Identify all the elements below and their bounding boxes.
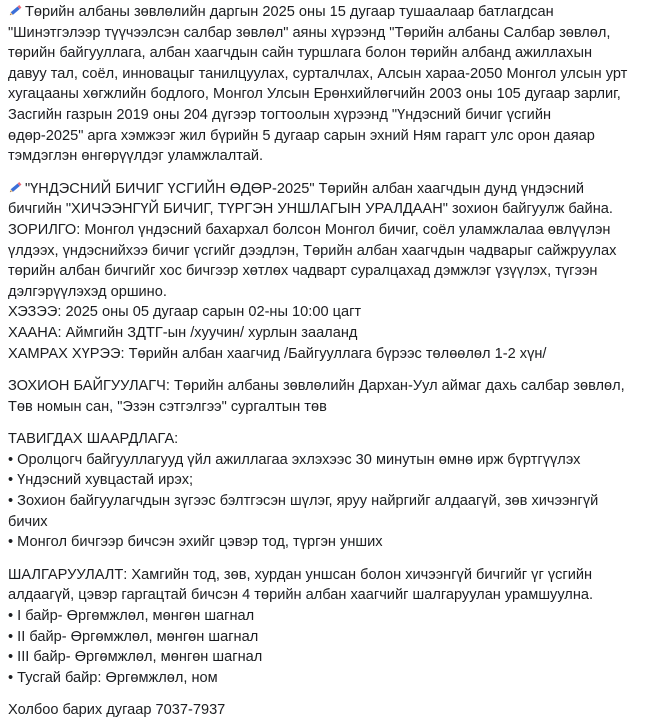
organizer-line-2: Төв номын сан, "Эзэн сэтгэлгээ" сургалтын төв bbox=[8, 398, 327, 415]
awards-line-1: ШАЛГАРУУЛАЛТ: Хамгийн тод, зөв, хурдан уншсан болон хичээнгүй бичгийг үг үсгийн bbox=[8, 566, 593, 583]
intro-line-3: төрийн байгууллага, албан хаагчдын сайн туршлага болон төрийн албанд ажиллахын bbox=[8, 45, 593, 62]
event-paragraph bbox=[8, 179, 639, 364]
event-goal-line-3: төрийн албан бичгийг хос бичгээр хөтлөх чадварт суралцахад дэмжлэг үзүүлэх, түгээн bbox=[8, 263, 598, 280]
event-where: ХААНА: Аймгийн ЗДТГ-ын /хуучин/ хурлын зааланд bbox=[8, 324, 358, 341]
requirement-item: • Үндэсний хувцастай ирэх; bbox=[8, 472, 194, 489]
text-line bbox=[8, 2, 639, 23]
intro-line-2: "Шинэтгэлээр түүчээлсэн салбар зөвлөл" аяны хүрээнд "Төрийн албаны Салбар зөвлөл, bbox=[8, 24, 611, 41]
awards-line-2: алдаагүй, цэвэр гаргацтай бичсэн 4 төрийн албан хаагчийг шалгаруулан урамшуулна. bbox=[8, 587, 594, 604]
pencil-icon bbox=[8, 3, 24, 17]
requirement-item: • Монгол бичгээр бичсэн эхийг цэвэр тод, түргэн унших bbox=[8, 534, 383, 551]
intro-line-7: өдөр-2025" арга хэмжээг жил бүрийн 5 дугаар сарын эхний Ням гарагт улс орон даяар bbox=[8, 127, 595, 144]
event-line-1: "ҮНДЭСНИЙ БИЧИГ ҮСГИЙН ӨДӨР-2025" Төрийн албан хаагчдын дунд үндэсний bbox=[25, 180, 585, 197]
event-line-2: бичгийн "ХИЧЭЭНГҮЙ БИЧИГ, ТҮРГЭН УНШЛАГЫН УРАЛДААН" зохион байгуулж байна. bbox=[8, 201, 613, 218]
intro-line-6: Засгийн газрын 2019 оны 204 дүгээр тогтоолын хүрээнд "Үндэсний бичиг үсгийн bbox=[8, 106, 552, 123]
intro-line-5: хугацааны хөгжлийн бодлого, Монгол Улсын Ерөнхийлөгчийн 2003 оны 105 дугаар зарлиг, bbox=[8, 86, 621, 103]
event-goal-line-4: дэлгэрүүлэхэд оршино. bbox=[8, 283, 167, 300]
requirement-item: • Оролцогч байгууллагууд үйл ажиллагаа эхлэхээс 30 минутын өмнө ирж бүртгүүлэх bbox=[8, 451, 581, 468]
organizer-line-1: ЗОХИОН БАЙГУУЛАГЧ: Төрийн албаны зөвлөлийн Дархан-Уул аймаг дахь салбар зөвлөл, bbox=[8, 378, 625, 395]
event-goal-line-1: ЗОРИЛГО: Монгол үндэсний бахархал болсон Монгол бичиг, соёл уламжлалаа өвлүүлэн bbox=[8, 221, 611, 238]
event-when: ХЭЗЭЭ: 2025 оны 05 дугаар сарын 02-ны 10:00 цагт bbox=[8, 304, 362, 321]
requirements-paragraph bbox=[8, 429, 639, 553]
requirement-item-continued: бичих bbox=[8, 513, 48, 530]
award-item: • III байр- Өргөмжлөл, мөнгөн шагнал bbox=[8, 649, 263, 666]
intro-line-4: давуу тал, соёл, инновацыг танилцуулах, сурталчлах, Алсын хараа-2050 Монгол улсын урт bbox=[8, 65, 628, 82]
award-item: • I байр- Өргөмжлөл, мөнгөн шагнал bbox=[8, 608, 255, 625]
intro-line-8: тэмдэглэн өнгөрүүлдэг уламжлалтай. bbox=[8, 148, 264, 165]
requirements-heading: ТАВИГДАХ ШААРДЛАГА: bbox=[8, 431, 179, 448]
award-item: • II байр- Өргөмжлөл, мөнгөн шагнал bbox=[8, 628, 259, 645]
text-line bbox=[8, 179, 639, 200]
contact-paragraph bbox=[8, 700, 639, 721]
intro-line-1: Төрийн албаны зөвлөлийн даргын 2025 оны 15 дугаар тушаалаар батлагдсан bbox=[25, 4, 554, 20]
requirement-item: • Зохион байгуулагчдын зүгээс бэлтгэсэн шүлэг, яруу найргийг алдаагүй, зөв хичээнгүй bbox=[8, 493, 599, 510]
pencil-icon bbox=[8, 180, 24, 194]
organizer-paragraph bbox=[8, 376, 639, 417]
event-goal-line-2: үлдээх, үндэснийхээ бичиг үсгийг дээдлэн, Төрийн албан хаагчдын чадварыг сайжруулах bbox=[8, 242, 617, 259]
award-item: • Тусгай байр: Өргөмжлөл, ном bbox=[8, 669, 218, 686]
intro-paragraph bbox=[8, 2, 639, 167]
event-scope: ХАМРАХ ХҮРЭЭ: Төрийн албан хаагчид /Байгууллага бүрээс төлөөлөл 1-2 хүн/ bbox=[8, 345, 547, 362]
contact-line: Холбоо барих дугаар 7037-7937 bbox=[8, 702, 226, 719]
awards-paragraph bbox=[8, 565, 639, 689]
